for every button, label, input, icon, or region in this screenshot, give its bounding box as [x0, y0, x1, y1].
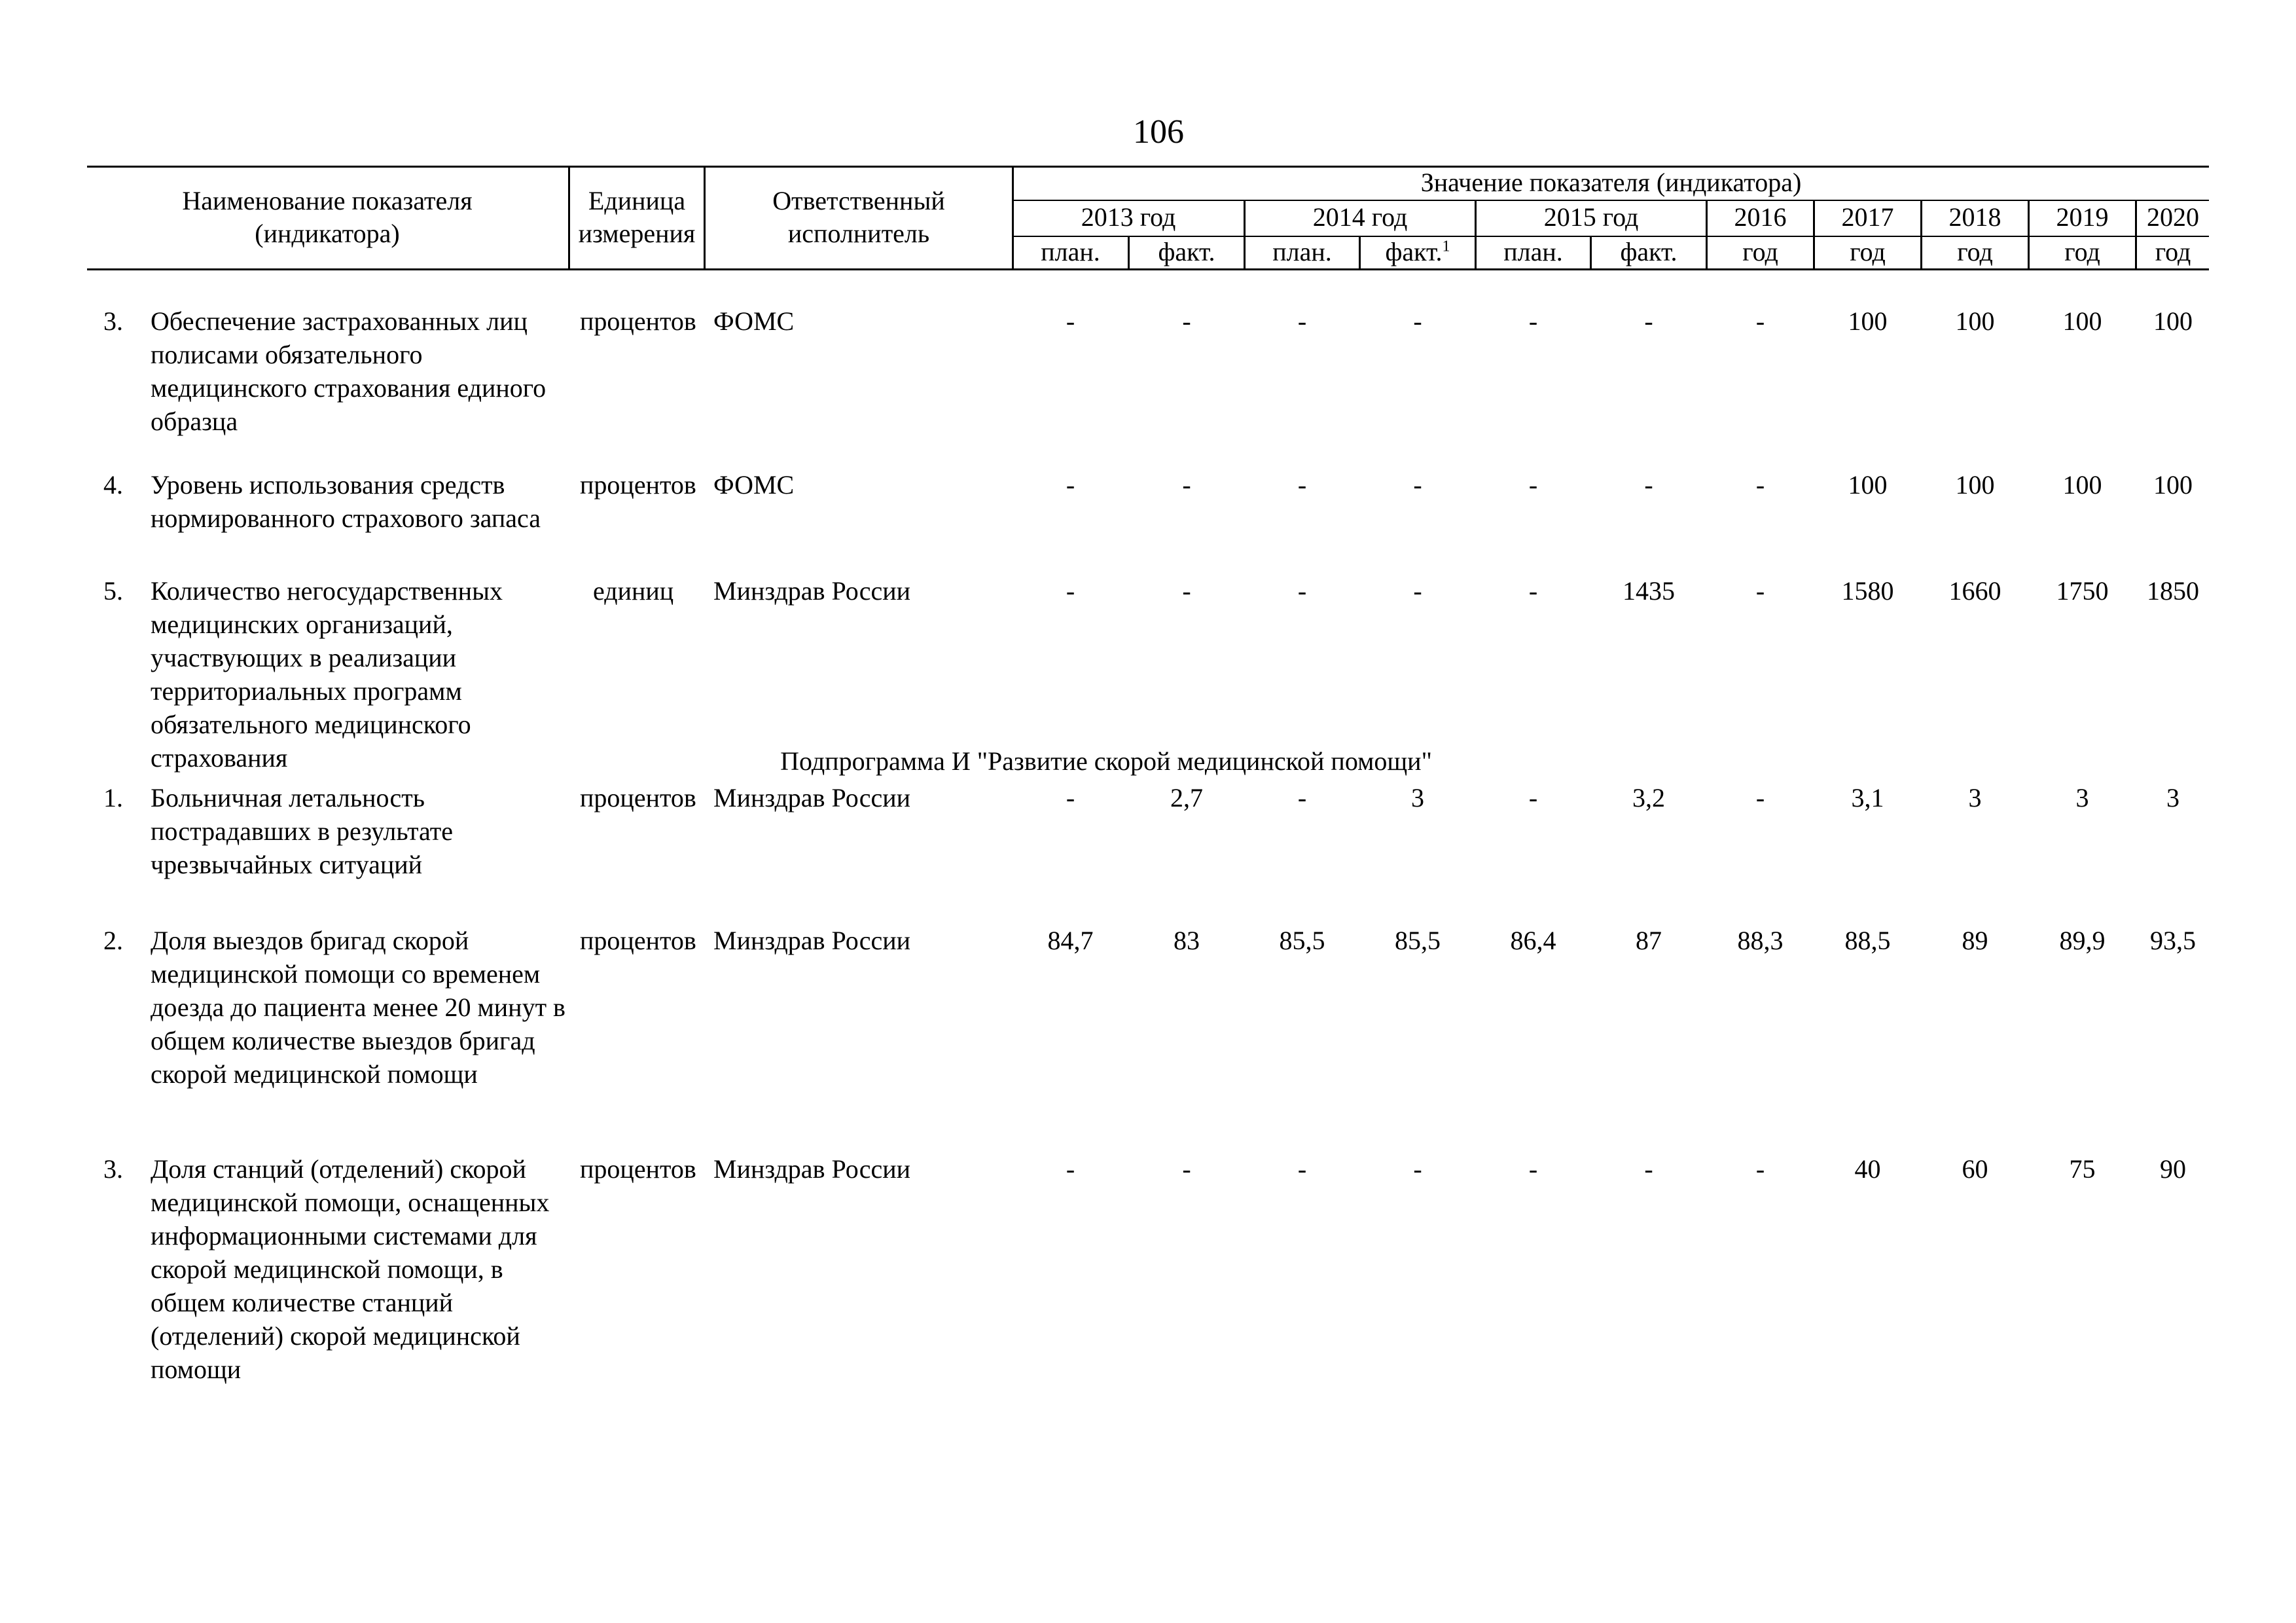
value-cell-2013-plan: -: [1066, 470, 1075, 500]
header-god: год: [1742, 237, 1778, 266]
header-unit-col: Единица измерения: [578, 186, 696, 248]
value-cell-2013-fact: 2,7: [1170, 783, 1203, 812]
row-number: 2.: [103, 926, 123, 955]
value-cell-2015-fact: -: [1644, 1154, 1653, 1184]
value-cell-2018: 100: [1955, 470, 1995, 500]
executor: ФОМС: [713, 306, 795, 336]
value-cell-2020: 3: [2166, 783, 2179, 812]
indicator-name: Количество негосударственных медицинских организаций, участвующих в реализации территориальных программ обязательного медицинского страхования: [151, 576, 503, 773]
value-cell-2013-fact: -: [1182, 576, 1191, 606]
value-cell-2019: 3: [2075, 783, 2089, 812]
value-cell-2014-plan: -: [1297, 306, 1307, 336]
header-fact: факт.: [1620, 237, 1677, 266]
header-name-col: Наименование показателя (индикатора): [182, 186, 473, 248]
page-number: 106: [1133, 113, 1184, 151]
header-exec-col: Ответственный исполнитель: [772, 186, 945, 248]
value-cell-2015-fact: 1435: [1623, 576, 1675, 606]
executor: Минздрав России: [713, 926, 911, 955]
value-cell-2014-fact: -: [1413, 576, 1422, 606]
value-cell-2019: 75: [2069, 1154, 2096, 1184]
value-cell-2014-plan: -: [1297, 470, 1307, 500]
value-cell-2015-plan: 86,4: [1510, 926, 1556, 955]
value-cell-2017: 88,5: [1844, 926, 1891, 955]
value-cell-2017: 40: [1854, 1154, 1881, 1184]
value-cell-2018: 1660: [1948, 576, 2001, 606]
header-fact-footnote: факт.$^1$: [1385, 237, 1450, 266]
indicator-name: Обеспечение застрахованных лиц полисами обязательного медицинского страхования единого образца: [151, 306, 547, 436]
unit: процентов: [580, 1154, 696, 1184]
header-plan: план.: [1041, 237, 1100, 266]
value-cell-2013-plan: -: [1066, 1154, 1075, 1184]
header-value-col: Значение показателя (индикатора): [1420, 168, 1802, 197]
value-cell-2015-fact: -: [1644, 470, 1653, 500]
value-cell-2017: 3,1: [1851, 783, 1884, 812]
value-cell-2017: 100: [1848, 470, 1888, 500]
header-year-2014: 2014 год: [1312, 202, 1408, 232]
value-cell-2013-plan: -: [1066, 576, 1075, 606]
value-cell-2016: -: [1755, 306, 1765, 336]
value-cell-2014-fact: -: [1413, 1154, 1422, 1184]
value-cell-2018: 100: [1955, 306, 1995, 336]
unit: процентов: [580, 470, 696, 500]
value-cell-2020: 93,5: [2150, 926, 2196, 955]
header-fact: факт.: [1158, 237, 1215, 266]
value-cell-2016: -: [1755, 470, 1765, 500]
value-cell-2014-fact: 85,5: [1395, 926, 1441, 955]
value-cell-2013-plan: -: [1066, 306, 1075, 336]
value-cell-2020: 100: [2153, 470, 2193, 500]
value-cell-2018: 3: [1968, 783, 1982, 812]
value-cell-2019: 100: [2062, 306, 2102, 336]
value-cell-2017: 100: [1848, 306, 1888, 336]
value-cell-2016: -: [1755, 1154, 1765, 1184]
header-year-2013: 2013 год: [1081, 202, 1176, 232]
value-cell-2016: -: [1755, 783, 1765, 812]
indicator-name: Доля выездов бригад скорой медицинской помощи со временем доезда до пациента менее 20 минут в общем количестве выездов бригад скорой медицинской помощи: [151, 926, 565, 1089]
value-cell-2020: 90: [2160, 1154, 2186, 1184]
header-god: год: [2155, 237, 2191, 266]
value-cell-2015-plan: -: [1528, 470, 1538, 500]
value-cell-2015-plan: -: [1528, 306, 1538, 336]
executor: Минздрав России: [713, 576, 911, 606]
value-cell-2018: 89: [1962, 926, 1988, 955]
header-plan: план.: [1503, 237, 1563, 266]
header-god: год: [1850, 237, 1886, 266]
value-cell-2020: 100: [2153, 306, 2193, 336]
header-god: год: [1957, 237, 1993, 266]
executor: Минздрав России: [713, 1154, 911, 1184]
indicator-name: Доля станций (отделений) скорой медицинской помощи, оснащенных информационными системами для скорой медицинской помощи, в общем количестве станций (отделений) скорой медицинской помощи: [151, 1154, 550, 1384]
value-cell-2013-plan: 84,7: [1047, 926, 1094, 955]
value-cell-2015-plan: -: [1528, 576, 1538, 606]
row-number: 5.: [103, 576, 123, 606]
value-cell-2014-fact: -: [1413, 306, 1422, 336]
row-number: 4.: [103, 470, 123, 500]
unit: процентов: [580, 306, 696, 336]
value-cell-2014-plan: 85,5: [1279, 926, 1325, 955]
value-cell-2019: 89,9: [2059, 926, 2106, 955]
header-year-2019: 2019: [2056, 202, 2109, 232]
value-cell-2019: 100: [2062, 470, 2102, 500]
header-plan: план.: [1272, 237, 1332, 266]
value-cell-2019: 1750: [2056, 576, 2109, 606]
value-cell-2013-plan: -: [1066, 783, 1075, 812]
value-cell-2013-fact: -: [1182, 306, 1191, 336]
header-year-2015: 2015 год: [1543, 202, 1639, 232]
value-cell-2015-fact: 3,2: [1632, 783, 1665, 812]
value-cell-2014-plan: -: [1297, 783, 1307, 812]
value-cell-2015-fact: -: [1644, 306, 1653, 336]
section-title: Подпрограмма И "Развитие скорой медицинской помощи": [780, 746, 1432, 776]
unit: процентов: [580, 926, 696, 955]
value-cell-2013-fact: -: [1182, 1154, 1191, 1184]
indicator-name: Уровень использования средств нормированного страхового запаса: [151, 470, 541, 533]
value-cell-2015-plan: -: [1528, 1154, 1538, 1184]
unit: единиц: [593, 576, 674, 606]
header-year-2017: 2017: [1841, 202, 1894, 232]
value-cell-2016: -: [1755, 576, 1765, 606]
value-cell-2013-fact: 83: [1174, 926, 1200, 955]
value-cell-2015-plan: -: [1528, 783, 1538, 812]
header-god: год: [2064, 237, 2100, 266]
value-cell-2013-fact: -: [1182, 470, 1191, 500]
header-year-2018: 2018: [1948, 202, 2001, 232]
value-cell-2017: 1580: [1841, 576, 1894, 606]
value-cell-2014-fact: 3: [1411, 783, 1424, 812]
executor: ФОМС: [713, 470, 795, 500]
indicator-name: Больничная летальность пострадавших в результате чрезвычайных ситуаций: [151, 783, 454, 879]
value-cell-2020: 1850: [2147, 576, 2199, 606]
value-cell-2016: 88,3: [1737, 926, 1784, 955]
value-cell-2014-plan: -: [1297, 576, 1307, 606]
header-year-2020: 2020: [2147, 202, 2199, 232]
row-number: 3.: [103, 1154, 123, 1184]
footnote-mark: 1: [1442, 238, 1450, 255]
row-number: 1.: [103, 783, 123, 812]
value-cell-2018: 60: [1962, 1154, 1988, 1184]
unit: процентов: [580, 783, 696, 812]
header-year-2016: 2016: [1734, 202, 1787, 232]
executor: Минздрав России: [713, 783, 911, 812]
value-cell-2014-fact: -: [1413, 470, 1422, 500]
value-cell-2015-fact: 87: [1636, 926, 1662, 955]
row-number: 3.: [103, 306, 123, 336]
value-cell-2014-plan: -: [1297, 1154, 1307, 1184]
